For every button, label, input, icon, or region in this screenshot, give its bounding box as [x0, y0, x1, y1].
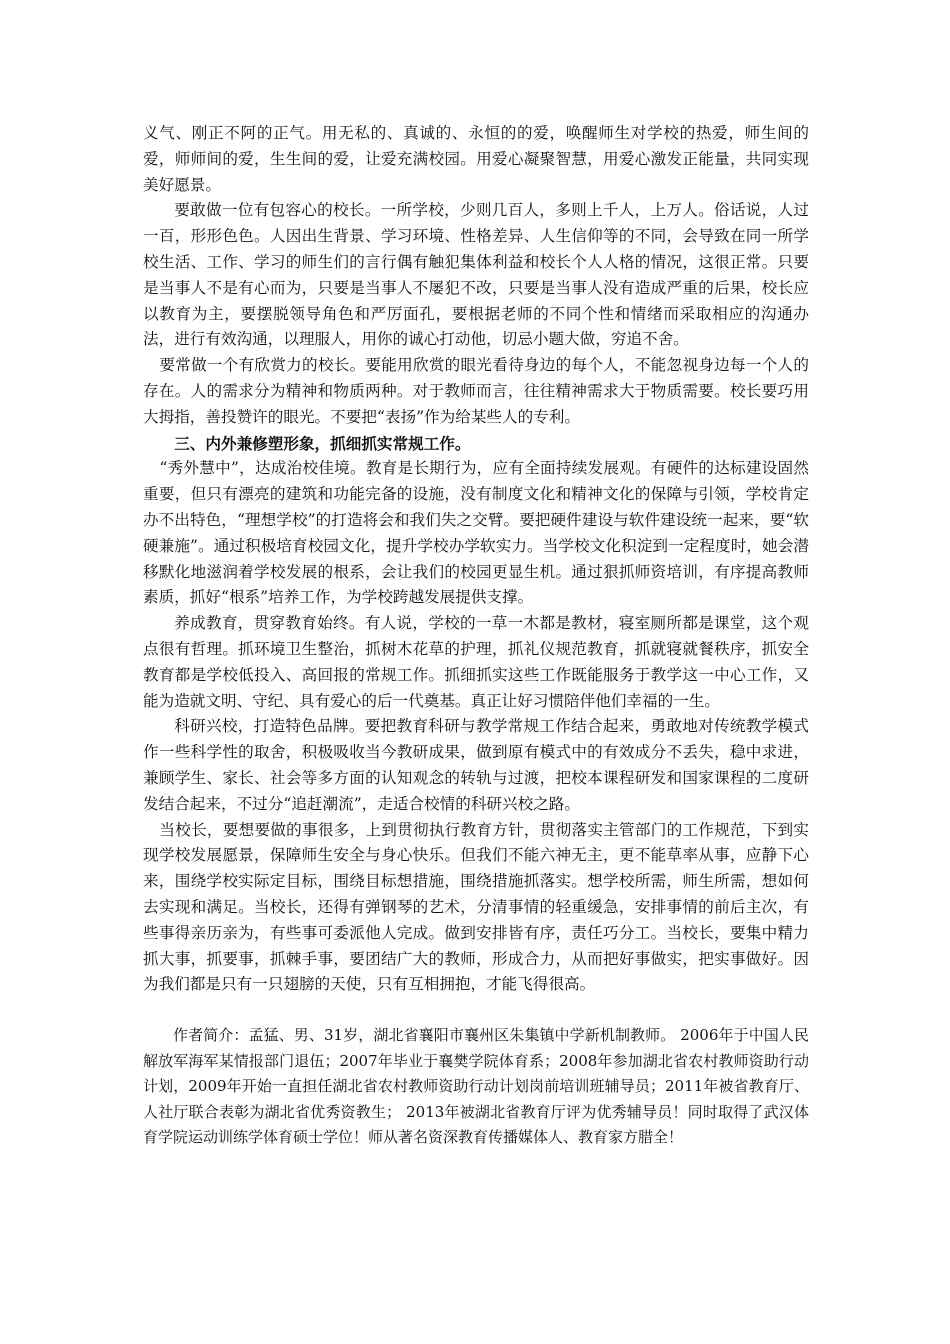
paragraph-habit-education: 养成教育，贯穿教育始终。有人说，学校的一草一木都是教材，寝室厕所都是课堂，这个观点很有哲理。抓环境卫生整治，抓树木花草的护理，抓礼仪规范教育，抓就寝就餐秩序，抓安全教育都是学校低投入、高回报的常规工作。抓细抓实这些工作既能服务于教学这一中心工作，又能为造就文明、守纪、具有爱心的后一代奠基。真正让好习惯陪伴他们幸福的一生。 [143, 614, 809, 710]
document-page [143, 121, 809, 1151]
paragraph-appreciation: 要常做一个有欣赏力的校长。要能用欣赏的眼光看待身边的每个人，不能忽视身边每一个人的存在。人的需求分为精神和物质两种。对于教师而言，往往精神需求大于物质需要。校长要巧用大拇指，善投赞许的眼光。不要把“表扬”作为给某些人的专利。 [143, 356, 809, 426]
paragraph-tolerance: 要敢做一位有包容心的校长。一所学校，少则几百人，多则上千人，上万人。俗话说，人过一百，形形色色。人因出生背景、学习环境、性格差异、人生信仰等的不同，会导致在同一所学校生活、工作、学习的师生们的言行偶有触犯集体利益和校长个人人格的情况，这很正常。只要是当事人不是有心而为，只要是当事人不屡犯不改，只要是当事人没有造成严重的后果，校长应以教育为主，要摆脱领导角色和严厉面孔，要根据老师的不同个性和情绪而采取相应的沟通办法，进行有效沟通，以理服人，用你的诚心打动他，切忌小题大做，穷追不舍。 [143, 201, 809, 349]
author-bio: 作者简介：孟猛、男、31岁，湖北省襄阳市襄州区朱集镇中学新机制教师。 2006年于中国人民解放军海军某情报部门退伍；2007年毕业于襄樊学院体育系；2008年参加湖北省农村教师资助行动计划，2009年开始一直担任湖北省农村教师资助行动计划岗前培训班辅导员；2011年被省教育厅、人社厅联合表彰为湖北省优秀资教生； 2013年被湖北省教育厅评为优秀辅导员！同时取得了武汉体育学院运动训练学体育硕士学位！师从著名资深教育传播媒体人、教育家方腊全！ [143, 1026, 809, 1147]
paragraph-principal-duties: 当校长，要想要做的事很多，上到贯彻执行教育方针，贯彻落实主管部门的工作规范，下到实现学校发展愿景，保障师生安全与身心快乐。但我们不能六神无主，更不能草率从事，应静下心来，围绕学校实际定目标，围绕目标想措施，围绕措施抓落实。想学校所需，师生所需，想如何去实现和满足。当校长，还得有弹钢琴的艺术，分清事情的轻重缓急，安排事情的前后主次，有些事得亲历亲为，有些事可委派他人完成。做到安排皆有序，责任巧分工。当校长，要集中精力抓大事，抓要事，抓棘手事，要团结广大的教师，形成合力，从而把好事做实，把实事做好。因为我们都是只有一只翅膀的天使，只有互相拥抱，才能飞得很高。 [143, 820, 809, 994]
spacer [143, 998, 809, 1023]
section-heading-3: 三、内外兼修塑形象，抓细抓实常规工作。 [174, 433, 471, 453]
paragraph-research: 科研兴校，打造特色品牌。要把教育科研与教学常规工作结合起来，勇敢地对传统教学模式作一些科学性的取舍，积极吸收当今教研成果，做到原有模式中的有效成分不丢失，稳中求进，兼顾学生、家长、社会等多方面的认知观念的转轨与过渡，把校本课程研发和国家课程的二度研发结合起来，不过分“追赶潮流”，走适合校情的科研兴校之路。 [143, 717, 809, 813]
paragraph-outer-inner: “秀外慧中”，达成治校佳境。教育是长期行为，应有全面持续发展观。有硬件的达标建设固然重要，但只有漂亮的建筑和功能完备的设施，没有制度文化和精神文化的保障与引领，学校肯定办不出特色，“理想学校”的打造将会和我们失之交臂。要把硬件建设与软件建设统一起来，要“软硬兼施”。通过积极培育校园文化，提升学校办学软实力。当学校文化积淀到一定程度时，她会潜移默化地滋润着学校发展的根系，会让我们的校园更显生机。通过狠抓师资培训，有序提高教师素质，抓好“根系”培养工作，为学校跨越发展提供支撑。 [143, 459, 809, 607]
paragraph-love-continued: 义气、刚正不阿的正气。用无私的、真诚的、永恒的的爱，唤醒师生对学校的热爱，师生间的爱，师师间的爱，生生间的爱，让爱充满校园。用爱心凝聚智慧，用爱心激发正能量，共同实现美好愿景。 [143, 124, 809, 194]
